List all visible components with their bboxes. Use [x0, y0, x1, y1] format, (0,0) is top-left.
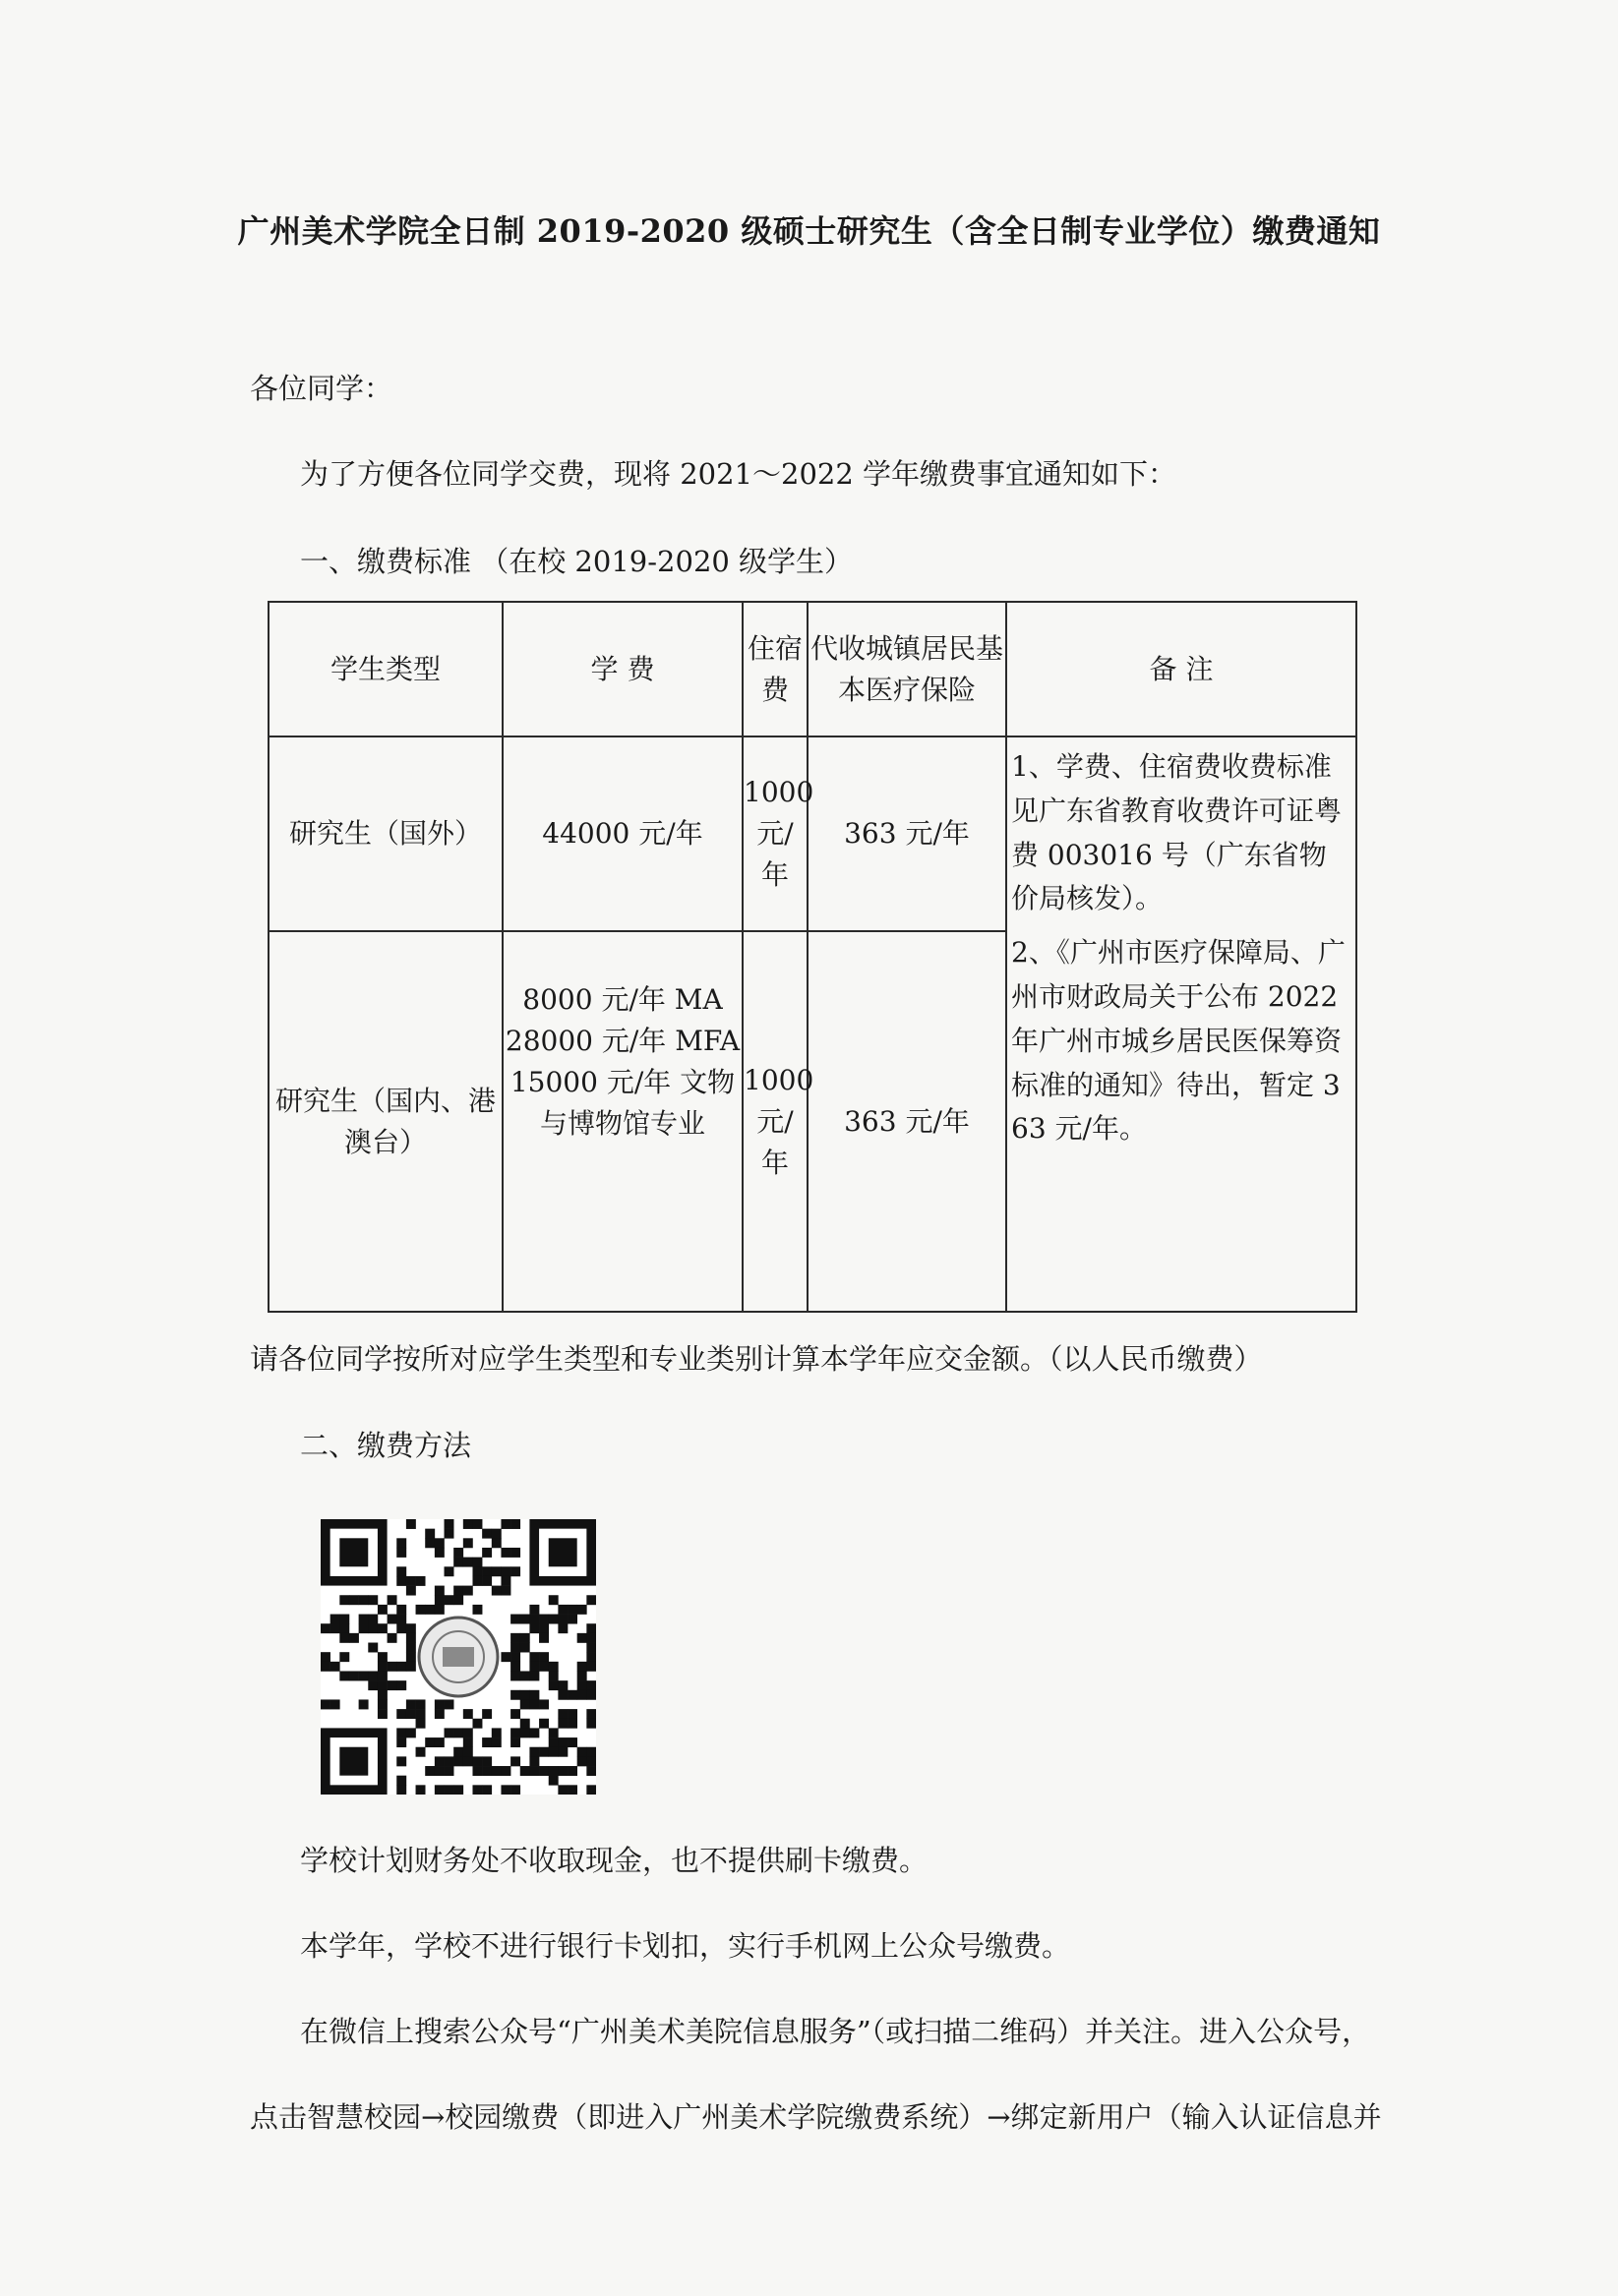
tuition-line: 28000 元/年 MFA — [505, 1025, 741, 1057]
cell-student-type: 研究生（国外） — [269, 736, 503, 931]
fee-table — [268, 601, 1357, 1313]
cell-lodging: 1000 元/年 — [743, 736, 808, 931]
header-insurance: 代收城镇居民基本医疗保险 — [808, 602, 1006, 736]
section-heading-payment-method: 二、缴费方法 — [300, 1429, 472, 1462]
tuition-line: 8000 元/年 MA — [522, 983, 723, 1016]
remark-1: 1、学费、住宿费收费标准见广东省教育收费许可证粤费 003016 号（广东省物价局核发）。 — [1011, 750, 1343, 915]
tuition-line: 15000 元/年 文物与博物馆专业 — [509, 1066, 736, 1140]
qr-code-icon[interactable] — [321, 1519, 596, 1795]
calculation-note: 请各位同学按所对应学生类型和专业类别计算本学年应交金额。（以人民币缴费） — [250, 1342, 1263, 1376]
remark-2: 2、《广州市医疗保障局、广州市财政局关于公布 2022 年广州市城乡居民医保筹资标准的通知》待出，暂定 363 元/年。 — [1011, 936, 1346, 1146]
cell-tuition — [503, 931, 743, 1312]
payment-paragraph: 学校计划财务处不收取现金，也不提供刷卡缴费。 — [300, 1844, 929, 1877]
header-tuition: 学 费 — [503, 602, 743, 736]
cell-student-type: 研究生（国内、港澳台） — [269, 931, 503, 1312]
cell-insurance: 363 元/年 — [808, 931, 1006, 1312]
cell-insurance: 363 元/年 — [808, 736, 1006, 931]
payment-paragraph: 点击智慧校园→校园缴费（即进入广州美术学院缴费系统）→绑定新用户（输入认证信息并 — [250, 2100, 1382, 2134]
header-student-type: 学生类型 — [269, 602, 503, 736]
payment-paragraph: 在微信上搜索公众号“广州美术美院信息服务”（或扫描二维码）并关注。进入公众号， — [300, 2015, 1371, 2048]
cell-tuition: 44000 元/年 — [503, 736, 743, 931]
header-lodging: 住宿费 — [743, 602, 808, 736]
cell-lodging: 1000 元/年 — [743, 931, 808, 1312]
intro-paragraph: 为了方便各位同学交费，现将 2021～2022 学年缴费事宜通知如下： — [300, 457, 1177, 491]
header-remark: 备 注 — [1006, 602, 1356, 736]
payment-paragraph: 本学年，学校不进行银行卡划扣，实行手机网上公众号缴费。 — [300, 1929, 1071, 1963]
table-row — [269, 736, 1356, 931]
section-heading-fee-standard: 一、缴费标准 （在校 2019-2020 级学生） — [300, 545, 854, 578]
greeting: 各位同学： — [250, 372, 393, 405]
table-header-row — [269, 602, 1356, 736]
page-title: 广州美术学院全日制 2019-2020 级硕士研究生（含全日制专业学位）缴费通知 — [237, 212, 1381, 250]
cell-remarks — [1006, 736, 1356, 1312]
